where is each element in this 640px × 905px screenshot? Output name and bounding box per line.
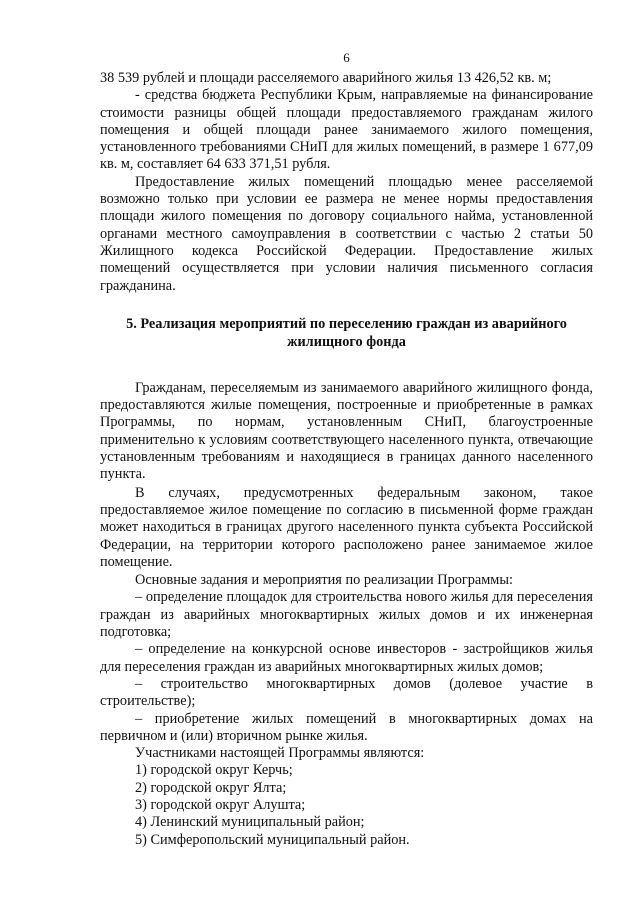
section-heading-line-2: жилищного фонда xyxy=(287,333,406,350)
task-item-sites: – определение площадок для строительства нового жилья для переселения граждан из аварийных многоквартирных жилых домов и их инженерная подготовка; xyxy=(100,589,593,641)
paragraph-smaller-area-condition: Предоставление жилых помещений площадью менее расселяемой возможно только при условии ее размера не менее нормы предоставления площади жилого помещения по договору социального найма, установленной органами местного самоуправления в соответствии с частью 2 статьи 50 Жилищного кодекса Российской Федерации. Предоставление жилых помещений осуществляется при условии наличия письменного согласия гражданина. xyxy=(100,173,593,294)
paragraph-other-settlement: В случаях, предусмотренных федеральным законом, такое предоставляемое жилое помещение по согласию в письменной форме граждан может находиться в границах другого населенного пункта субъекта Российской Федерации, на территории которого расположено ранее занимаемое жилое помещение. xyxy=(100,484,593,570)
paragraph-budget-funds: - средства бюджета Республики Крым, направляемые на финансирование стоимости разницы общей площади предоставляемого гражданам жилого помещения и общей площади ранее занимаемого жилого помещения, установленного требованиями СНиП для жилых помещений, в размере 1 677,09 кв. м, составляет 64 633 371,51 рубля. xyxy=(100,87,593,173)
task-item-investors: – определение на конкурсной основе инвесторов - застройщиков жилья для переселения граждан из аварийных многоквартирных жилых домов; xyxy=(100,641,593,675)
section-heading-line-1: 5. Реализация мероприятий по переселению граждан из аварийного xyxy=(126,315,567,332)
list-item: 4) Ленинский муниципальный район; xyxy=(135,814,365,831)
paragraph-continuation: 38 539 рублей и площади расселяемого аварийного жилья 13 426,52 кв. м; xyxy=(100,70,552,86)
page-number: 6 xyxy=(343,50,350,65)
paragraph-participants-intro: Участниками настоящей Программы являются: xyxy=(135,745,425,762)
section-heading xyxy=(100,315,593,351)
list-item: 2) городской округ Ялта; xyxy=(135,779,287,796)
task-item-construction: – строительство многоквартирных домов (долевое участие в строительстве); xyxy=(100,675,593,710)
list-item: 5) Симферопольский муниципальный район. xyxy=(135,831,410,848)
paragraph-main-tasks-intro: Основные задания и мероприятия по реализации Программы: xyxy=(135,572,513,589)
list-item: 1) городской округ Керчь; xyxy=(135,762,293,779)
task-item-purchase: – приобретение жилых помещений в многоквартирных домах на первичном и (или) вторичном рынке жилья. xyxy=(100,710,593,744)
list-item: 3) городской округ Алушта; xyxy=(135,796,306,813)
paragraph-housing-provision: Гражданам, переселяемым из занимаемого аварийного жилищного фонда, предоставляются жилые помещения, построенные и приобретенные в рамках Программы, по нормам, установленным СНиП, благоустроенные применительно к условиям соответствующего населенного пункта, отвечающие установленным требованиям и находящиеся в границах данного населенного пункта. xyxy=(100,379,593,483)
document-page xyxy=(100,50,593,849)
participants-list xyxy=(100,762,593,848)
